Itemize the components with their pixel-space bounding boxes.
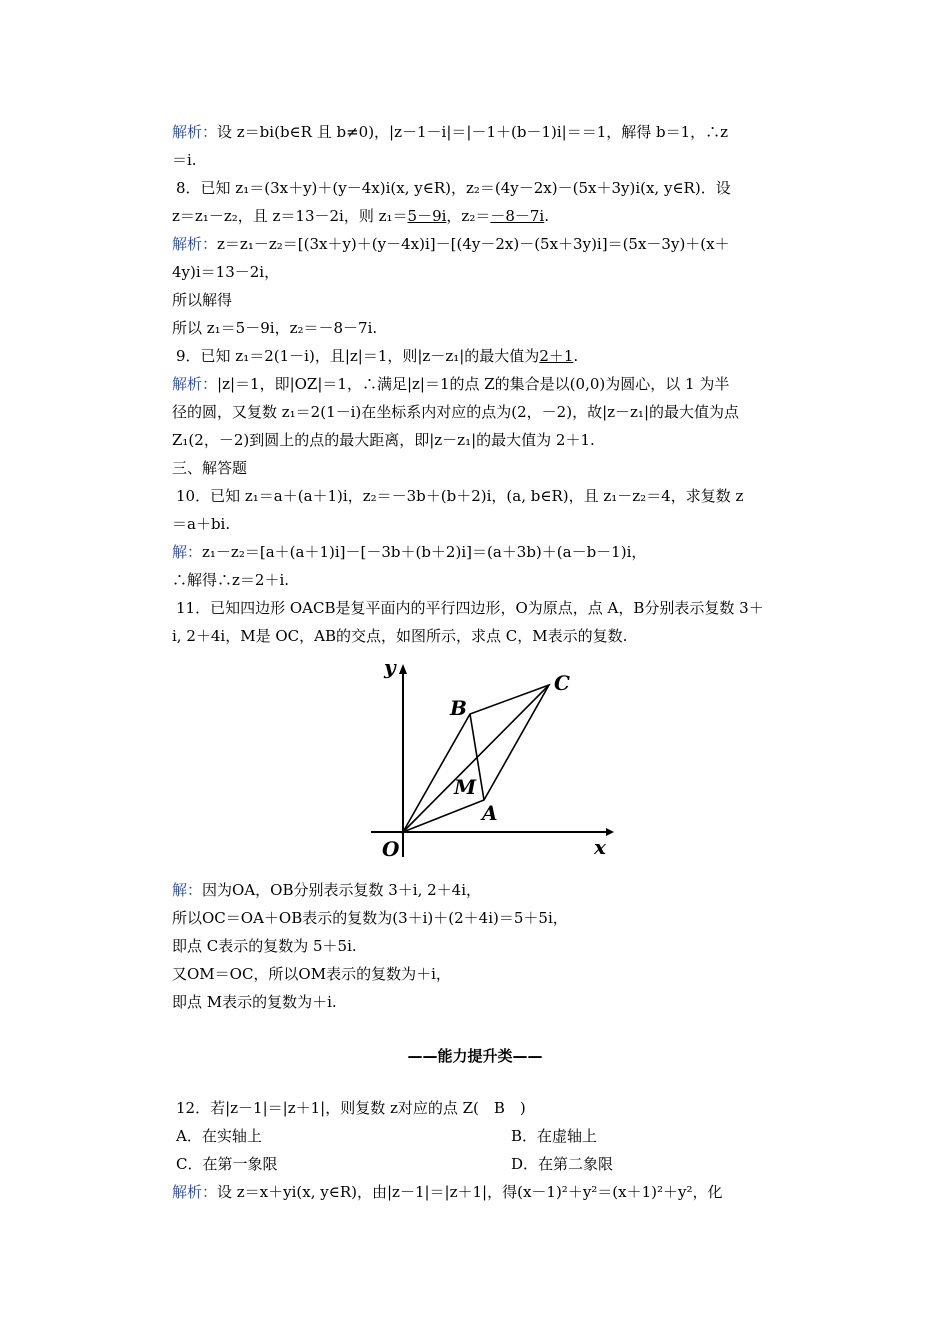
point-a-label: A [482,801,498,825]
text-line [172,1182,723,1202]
question-10 [176,486,743,506]
line-text: |z|＝1，即|OZ|＝1，∴满足|z|＝1的点 Z的集合是以(0,0)为圆心，以 1 为半 [217,375,730,393]
text-line [172,318,377,338]
point-b-label: B [450,696,467,720]
question-8 [176,178,731,198]
option-c: C．在第一象限 [176,1155,278,1173]
line-text: 三、解答题 [172,459,248,477]
line-text: . [573,347,579,365]
x-axis-arrow [606,828,614,836]
line-text: 12．若|z－1|＝|z＋1|，则复数 z对应的点 Z( B ) [176,1099,526,1117]
answer-blank: 5－9i [407,207,447,225]
text-line [172,880,481,900]
parallelogram-figure [366,652,616,862]
option-b: B．在虚轴上 [511,1127,598,1145]
text-line [172,290,232,310]
solution-label: 解： [172,881,203,899]
section-heading: ——能力提升类—— [407,1047,543,1065]
line-text: Z₁(2，－2)到圆上的点的最大距离，即|z－z₁|的最大值为 2＋1. [172,431,595,449]
analysis-label: 解析： [172,123,218,141]
line-text: z＝z₁－z₂，且 z＝13－2i，则 z₁＝ [172,207,408,225]
answer-blank: －8－7i [490,207,545,225]
analysis-label: 解析： [172,235,218,253]
text-line [172,262,279,282]
text-line [172,234,730,254]
line-text: 4y)i＝13－2i， [172,263,280,281]
line-text: 8．已知 z₁＝(3x＋y)＋(y－4x)i(x, y∈R)，z₂＝(4y－2x)－(5x＋3y)i(x, y∈R)．设 [176,179,731,197]
answer-blank: 2＋1 [539,347,574,365]
line-text: 所以解得 [172,291,233,309]
line-text: 即点 C表示的复数为 5＋5i. [172,937,357,955]
text-line [172,936,357,956]
point-c-label: C [554,671,570,695]
line-text: ＝a＋bi. [172,515,231,533]
line-text: ∴解得∴z＝2＋i. [172,571,290,589]
origin-label: O [382,837,400,861]
text-line [172,402,739,422]
line-text: 即点 M表示的复数为＋i. [172,993,337,1011]
text-line [172,122,728,142]
line-text: i, 2＋4i，M是 OC，AB的交点，如图所示，求点 C，M表示的复数. [172,627,628,645]
line-text: ＝i. [172,151,197,169]
line-text: 又OM＝OC，所以OM表示的复数为＋i， [172,965,451,983]
line-text: 设 z＝bi(b∈R 且 b≠0)，|z－1－i|＝|－1＋(b－1)i|＝＝1，解得 b＝1，∴z [217,123,729,141]
text-line [172,964,451,984]
line-text: z＝z₁－z₂＝[(3x＋y)＋(y－4x)i]－[(4y－2x)－(5x＋3y)i]＝(5x－3y)＋(x＋ [217,235,730,253]
text-line [172,992,337,1012]
solution-label: 解： [172,543,203,561]
text-line [172,514,230,534]
text-line [172,626,627,646]
line-text: ，z₂＝ [446,207,491,225]
text-line [172,542,646,562]
text-line [172,206,549,226]
y-label: y [384,655,396,679]
option-a: A．在实轴上 [176,1127,262,1145]
point-m-label: M [454,775,477,799]
question-12 [176,1098,526,1118]
line-text: . [544,207,550,225]
line-text: 10．已知 z₁＝a＋(a＋1)i，z₂＝－3b＋(b＋2)i，(a, b∈R)，且 z₁－z₂＝4，求复数 z [176,487,744,505]
text-line [172,908,568,928]
line-text: 11．已知四边形 OACB是复平面内的平行四边形，O为原点，点 A，B分别表示复数 3＋ [176,599,764,617]
line-text: 所以OC＝OA＋OB表示的复数为(3＋i)＋(2＋4i)＝5＋5i， [172,909,568,927]
text-line [172,150,197,170]
analysis-label: 解析： [172,375,218,393]
text-line [172,570,289,590]
x-label: x [594,835,606,859]
question-9 [176,346,578,366]
line-text: 径的圆，又复数 z₁＝2(1－i)在坐标系内对应的点为(2，－2)，故|z－z₁|的最大值为点 [172,403,739,421]
question-11 [176,598,764,618]
option-d: D．在第二象限 [511,1155,614,1173]
line-text: 因为OA，OB分别表示复数 3＋i, 2＋4i， [202,881,481,899]
y-axis-arrow [399,664,407,674]
line-text: 所以 z₁＝5－9i，z₂＝－8－7i. [172,319,378,337]
section-title [172,458,247,478]
text-line [172,430,595,450]
line-text: 9．已知 z₁＝2(1－i)，且|z|＝1，则|z－z₁|的最大值为 [176,347,540,365]
line-text: 设 z＝x＋yi(x, y∈R)，由|z－1|＝|z＋1|，得(x－1)²＋y²＝(x＋1)²＋y²，化 [217,1183,723,1201]
analysis-label: 解析： [172,1183,218,1201]
diagonal-oc [403,685,549,832]
line-text: z₁－z₂＝[a＋(a＋1)i]－[－3b＋(b＋2)i]＝(a＋3b)＋(a－b－1)i， [202,543,647,561]
text-line [172,374,729,394]
